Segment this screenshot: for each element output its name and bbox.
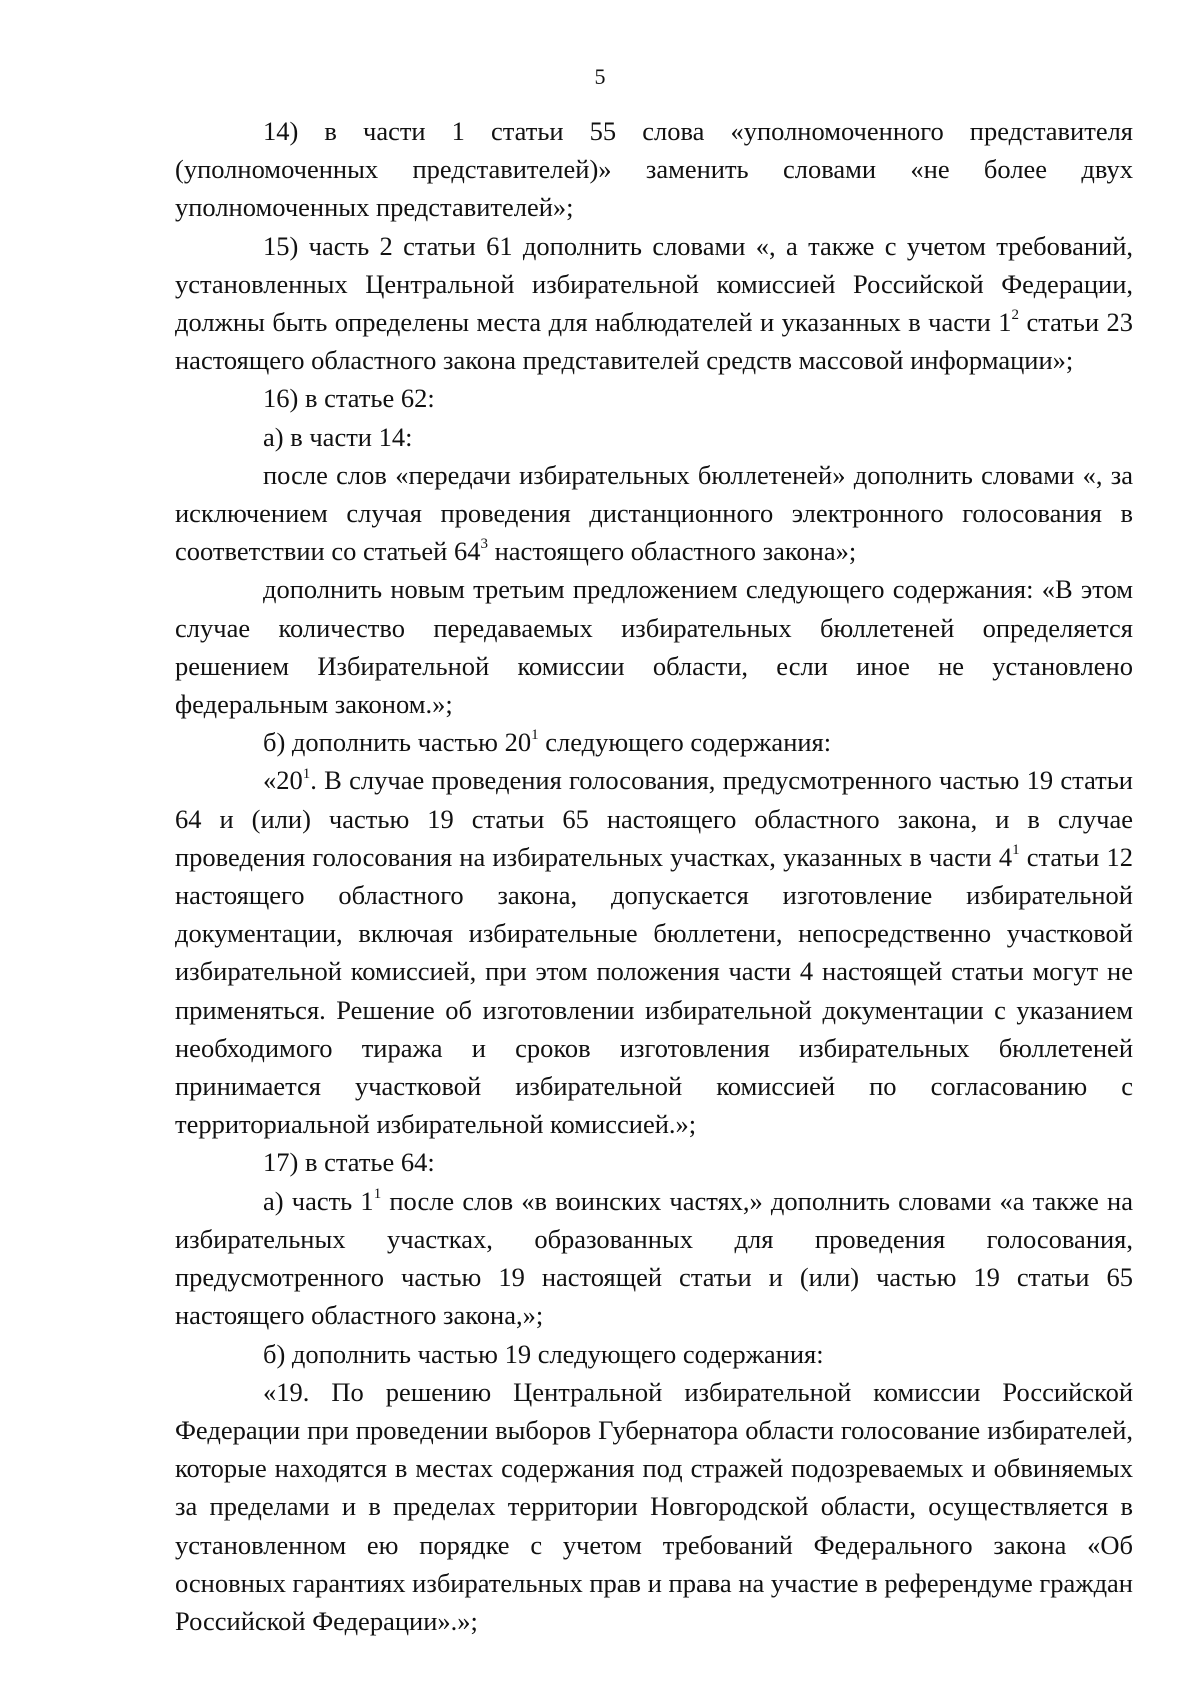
item-16a-paragraph-1 bbox=[175, 456, 1133, 571]
item-16b-paragraph bbox=[175, 761, 1133, 1143]
item-15-paragraph bbox=[175, 227, 1133, 380]
item-16b-heading-start: б) дополнить частью 20 bbox=[263, 727, 532, 758]
superscript-index: 1 bbox=[302, 765, 311, 782]
item-17b-heading: б) дополнить частью 19 следующего содержания: bbox=[263, 1338, 824, 1369]
superscript-index: 1 bbox=[531, 727, 539, 744]
document-body bbox=[175, 112, 1133, 1640]
item-17a-paragraph bbox=[175, 1182, 1133, 1335]
item-16a-text-start: после слов «передачи избирательных бюллетеней» дополнить словами «, за исключением случая проведения дистанционного электронного голосования в соответствии со статьей 64 bbox=[175, 459, 1133, 567]
superscript-index: 2 bbox=[1011, 307, 1019, 324]
item-17a-text-end: после слов «в воинских частях,» дополнить словами «а также на избирательных участках, образованных для проведения голосования, предусмотренного частью 19 настоящей статьи и (или) частью 19 статьи 65 настоящего областного закона,»; bbox=[175, 1185, 1133, 1331]
item-17-heading: 17) в статье 64: bbox=[263, 1147, 435, 1178]
item-16a-paragraph-2: дополнить новым третьим предложением следующего содержания: «В этом случае количество передаваемых избирательных бюллетеней определяется решением Избирательной комиссии области, если иное не установлено федеральным законом.»; bbox=[175, 574, 1133, 720]
item-15-text-end: статьи 23 настоящего областного закона представителей средств массовой информации»; bbox=[175, 307, 1133, 376]
superscript-index: 1 bbox=[373, 1185, 382, 1202]
item-15-text-start: 15) часть 2 статьи 61 дополнить словами «, а также с учетом требований, установленных Центральной избирательной комиссией Российской Федерации, должны быть определены места для наблюдателей и указанных в части 1 bbox=[175, 230, 1133, 338]
item-16a-heading: а) в части 14: bbox=[263, 421, 413, 452]
item-16a-text-end: настоящего областного закона»; bbox=[487, 536, 857, 567]
item-17b-paragraph: «19. По решению Центральной избирательной комиссии Российской Федерации при проведении выборов Губернатора области голосование избирателей, которые находятся в местах содержания под стражей подозреваемых и обвиняемых за пределами и в пределах территории Новгородской области, осуществляется в установленном ею порядке с учетом требований Федерального закона «Об основных гарантиях избирательных прав и права на участие в референдуме граждан Российской Федерации».»; bbox=[175, 1376, 1133, 1636]
superscript-index: 3 bbox=[480, 536, 488, 553]
item-16b-text-end: статьи 12 настоящего областного закона, допускается изготовление избирательной документации, включая избирательные бюллетени, непосредственно участковой избирательной комиссией, при этом положения части 4 настоящей статьи могут не применяться. Решение об изготовлении избирательной документации с указанием необходимого тиража и сроков изготовления избирательных бюллетеней принимается участковой избирательной комиссией по согласованию с территориальной избирательной комиссией.»; bbox=[175, 841, 1133, 1140]
item-16b-heading-end: следующего содержания: bbox=[538, 727, 832, 758]
item-16b-heading bbox=[175, 723, 1133, 761]
part-number: «20 bbox=[263, 765, 303, 796]
item-16b-text-middle: . В случае проведения голосования, предусмотренного частью 19 статьи 64 и (или) частью 19 статьи 65 настоящего областного закона, и в случае проведения голосования на избирательных участках, указанных в части 4 bbox=[175, 765, 1133, 872]
item-16-heading: 16) в статье 62: bbox=[263, 383, 435, 414]
superscript-index: 1 bbox=[1012, 842, 1020, 859]
item-17a-text-start: а) часть 1 bbox=[263, 1185, 374, 1216]
item-14-paragraph: 14) в части 1 статьи 55 слова «уполномоченного представителя (уполномоченных представителей)» заменить словами «не более двух уполномоченных представителей»; bbox=[175, 116, 1133, 223]
page-number: 5 bbox=[594, 64, 606, 89]
